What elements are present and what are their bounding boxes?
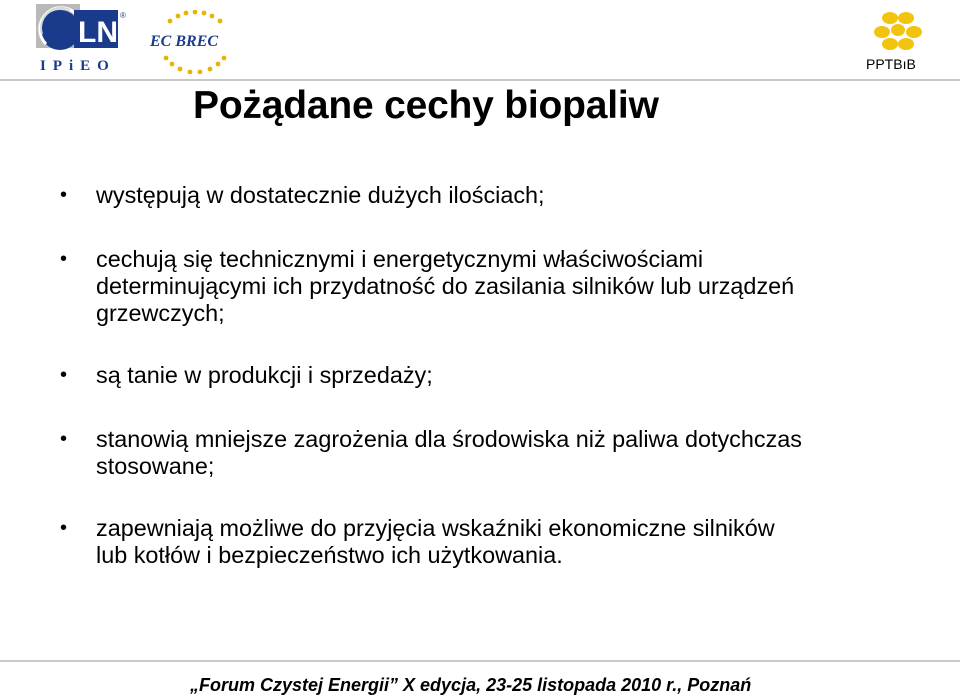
bullet-icon: • — [60, 184, 68, 206]
header-divider — [0, 79, 960, 81]
bullet-text — [96, 246, 926, 327]
footer-text: „Forum Czystej Energii” X edycja, 23-25 listopada 2010 r., Poznań — [190, 675, 752, 695]
bullet-icon: • — [60, 248, 68, 270]
pptbib-logo — [862, 6, 934, 74]
bullet-line: stosowane; — [96, 453, 215, 479]
bullet-line: występują w dostatecznie dużych ilościach; — [96, 182, 545, 208]
bullet-line: stanowią mniejsze zagrożenia dla środowiska niż paliwa dotychczas — [96, 426, 802, 452]
slide-title: Pożądane cechy biopaliw — [193, 84, 659, 127]
ipieo-logo-text: IPiEO — [40, 58, 116, 74]
bullet-line: cechują się technicznymi i energetycznymi właściwościami — [96, 246, 704, 272]
pptbib-logo-text: PPTBıB — [866, 56, 916, 72]
bullet-text — [96, 362, 926, 389]
bullet-icon: • — [60, 364, 68, 386]
footer-divider — [0, 660, 960, 662]
bullet-line: lub kotłów i bezpieczeństwo ich użytkowania. — [96, 542, 563, 568]
bullet-line: determinującymi ich przydatność do zasilania silników lub urządzeń — [96, 273, 795, 299]
ec-brec-logo-text: EC BREC — [150, 33, 219, 50]
ec-brec-logo — [148, 10, 238, 74]
bullet-icon: • — [60, 428, 68, 450]
bullet-text — [96, 182, 926, 209]
bullet-line: są tanie w produkcji i sprzedaży; — [96, 362, 433, 388]
bullet-text — [96, 515, 926, 569]
svg-text:LN: LN — [78, 16, 118, 49]
ipieo-logo — [36, 4, 126, 74]
svg-text:®: ® — [120, 11, 126, 20]
bullet-icon: • — [60, 517, 68, 539]
bullet-line: zapewniają możliwe do przyjęcia wskaźniki ekonomiczne silników — [96, 515, 775, 541]
bullet-text — [96, 426, 926, 480]
bullet-line: grzewczych; — [96, 300, 225, 326]
